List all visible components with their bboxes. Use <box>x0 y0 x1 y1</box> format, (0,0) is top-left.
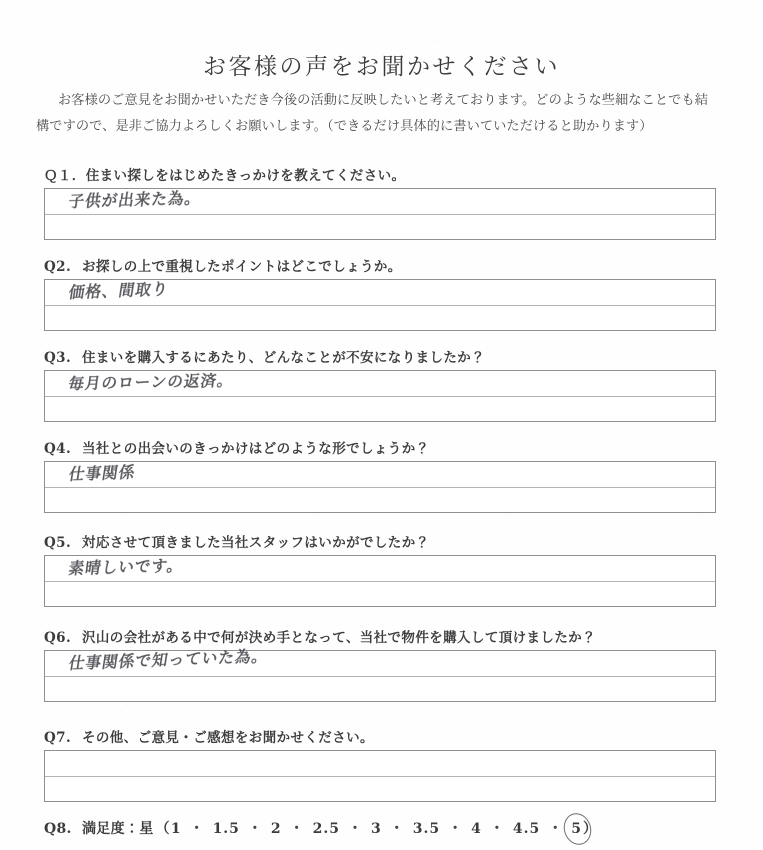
handwritten-answer-2: 価格、間取り <box>67 280 170 303</box>
rating-row <box>44 818 734 838</box>
rating-scale[interactable] <box>170 818 583 838</box>
intro-paragraph <box>36 88 731 140</box>
rating-option-1[interactable]: 1 <box>170 821 182 837</box>
answer-box-2[interactable] <box>44 279 716 331</box>
question-number-5: Q5. <box>44 535 72 551</box>
handwritten-answer-7 <box>67 752 70 776</box>
answer-box-3[interactable] <box>44 370 716 422</box>
question-number-7: Q7. <box>44 730 72 746</box>
question-text-5: 対応させて頂きました当社スタッフはいかがでしたか？ <box>82 535 430 551</box>
rating-separator: ・ <box>289 821 305 837</box>
question-label-5 <box>44 531 718 551</box>
handwritten-answer-1: 子供が出来た為。 <box>67 189 203 212</box>
rating-option-1-5[interactable]: 1.5 <box>212 821 240 837</box>
question-number-3: Q3. <box>44 350 72 366</box>
question-block-1 <box>44 164 718 240</box>
question-text-6: 沢山の会社がある中で何が決め手となって、当社で物件を購入して頂けましたか？ <box>82 630 597 646</box>
question-text-1: 住まい探しをはじめたきっかけを教えてください。 <box>85 168 406 184</box>
question-block-2 <box>44 255 718 331</box>
question-text-2: お探しの上で重視したポイントはどこでしょうか。 <box>82 259 402 275</box>
question-block-7 <box>44 726 718 802</box>
handwritten-answer-5: 素晴しいです。 <box>67 556 185 579</box>
rating-option-2[interactable]: 2 <box>270 821 282 837</box>
answer-box-6[interactable] <box>44 647 716 702</box>
question-text-3: 住まいを購入するにあたり、どんなことが不安になりましたか？ <box>82 350 486 366</box>
rating-separator: ・ <box>189 821 205 837</box>
answer-box-4[interactable] <box>44 461 716 513</box>
answer-rule-6 <box>45 676 715 677</box>
answer-rule-7 <box>45 776 715 777</box>
answer-rule-4 <box>45 487 715 488</box>
rating-separator: ・ <box>548 821 564 837</box>
question-block-5 <box>44 531 718 607</box>
handwritten-answer-6: 仕事関係で知っていた為。 <box>67 647 270 674</box>
answer-box-5[interactable] <box>44 555 716 607</box>
rating-separator: ・ <box>489 821 505 837</box>
rating-separator: ・ <box>448 821 464 837</box>
page-title: お客様の声をお聞かせください <box>203 54 560 80</box>
rating-option-4-5[interactable]: 4.5 <box>512 821 541 837</box>
question-label-1 <box>44 164 718 184</box>
answer-rule-1 <box>45 214 715 215</box>
answer-box-7[interactable] <box>44 750 716 802</box>
question-label-6 <box>44 626 718 646</box>
answer-rule-5 <box>45 581 715 582</box>
rating-option-5[interactable]: 5 <box>571 821 582 837</box>
question-label-2 <box>44 255 718 275</box>
question-label-3 <box>44 346 718 366</box>
answer-box-1[interactable] <box>44 188 716 240</box>
question-number-1: Ｑ１． <box>44 168 86 184</box>
rating-option-3[interactable]: 3 <box>371 821 382 837</box>
question-number-6: Q6. <box>44 630 72 646</box>
rating-option-3-5[interactable]: 3.5 <box>412 821 441 837</box>
answer-rule-3 <box>45 396 715 397</box>
rating-separator: ・ <box>348 821 364 837</box>
handwritten-answer-4: 仕事関係 <box>67 463 137 485</box>
question-text-4: 当社との出会いのきっかけはどのような形でしょうか？ <box>82 441 430 457</box>
question-number-4: Q4. <box>44 441 72 457</box>
rating-label: 満足度：星 <box>82 821 154 837</box>
rating-separator: ・ <box>247 821 263 837</box>
rating-open-paren: （ <box>155 821 170 837</box>
handwritten-answer-3: 毎月のローンの返済。 <box>67 371 235 394</box>
question-number-2: Q2. <box>44 259 72 275</box>
question-number-8: Q8. <box>44 821 72 837</box>
rating-option-4[interactable]: 4 <box>471 821 482 837</box>
answer-rule-2 <box>45 305 715 306</box>
question-text-7: その他、ご意見・ご感想をお聞かせください。 <box>82 730 374 746</box>
intro-line-2: 構ですので、是非ご協力よろしくお願いします。（できるだけ具体的に書いていただけると助かります） <box>36 119 653 134</box>
question-block-3 <box>44 346 718 422</box>
question-label-7 <box>44 726 718 746</box>
question-block-6 <box>44 626 718 702</box>
rating-option-2-5[interactable]: 2.5 <box>312 821 341 837</box>
question-label-4 <box>44 437 718 457</box>
rating-separator: ・ <box>389 821 405 837</box>
rating-close-paren: ） <box>583 821 598 837</box>
intro-line-1: お客様のご意見をお聞かせいただき今後の活動に反映したいと考えております。どのような些細なことでも結 <box>58 93 709 108</box>
question-block-4 <box>44 437 718 513</box>
